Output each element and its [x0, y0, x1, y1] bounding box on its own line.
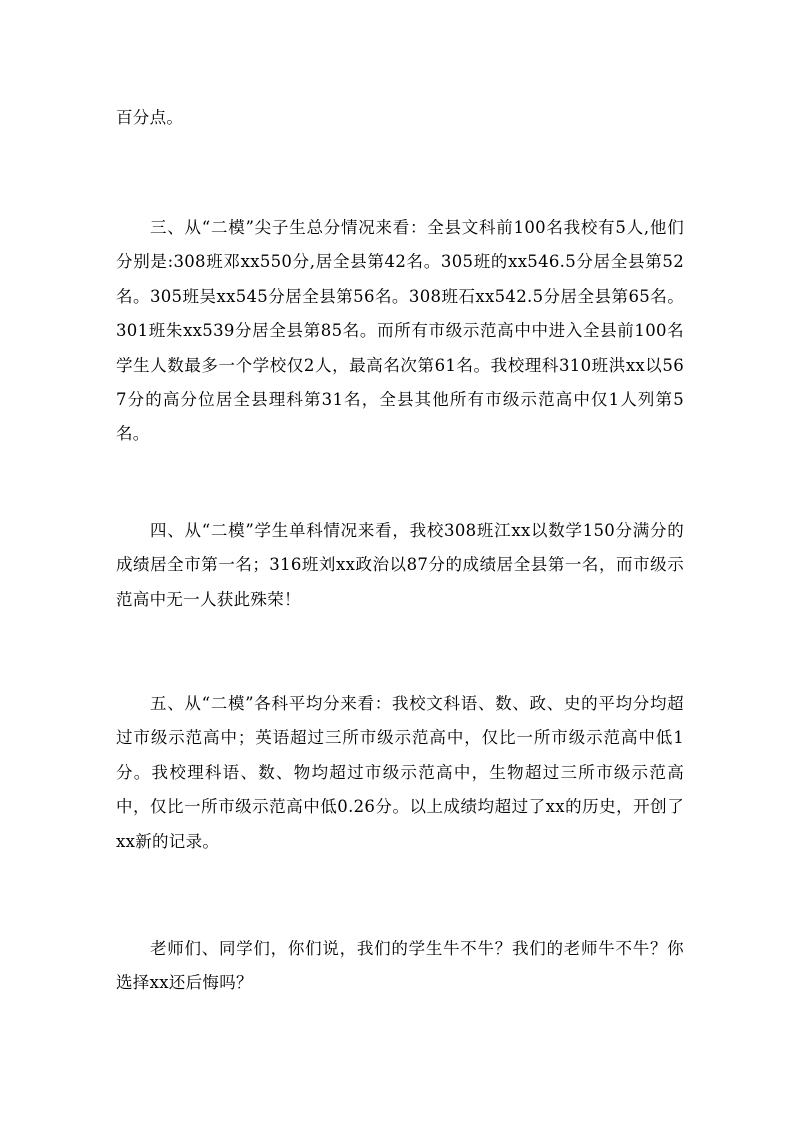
paragraph-subject-averages: 五、从“二模”各科平均分来看：我校文科语、数、政、史的平均分均超过市级示范高中；英语超过三所市级示范高中，仅比一所市级示范高中低1分。我校理科语、数、物均超过市级示范高中，生物超过三所市级示范高中，仅比一所市级示范高中低0.26分。以上成绩均超过了xx的历史，开创了xx新的记录。: [116, 694, 684, 851]
paragraph-top-students: 三、从“二模”尖子生总分情况来看：全县文科前100名我校有5人,他们分别是:308班邓xx550分,居全县第42名。305班的xx546.5分居全县第52名。305班吴xx545分居全县第56名。308班石xx542.5分居全县第65名。301班朱xx539分居全县第85名。而所有市级示范高中中进入全县前100名学生人数最多一个学校仅2人，最高名次第61名。我校理科310班洪xx以567分的高分位居全县理科第31名，全县其他所有市级示范高中仅1人列第5名。: [116, 218, 684, 444]
paragraph-single-subject: 四、从“二模”学生单科情况来看，我校308班江xx以数学150分满分的成绩居全市第一名；316班刘xx政治以87分的成绩居全县第一名，而市级示范高中无一人获此殊荣！: [116, 521, 684, 609]
paragraph-closing-question: 老师们、同学们，你们说，我们的学生牛不牛？我们的老师牛不牛？你选择xx还后悔吗？: [116, 939, 684, 993]
paragraph-continuation: 百分点。: [116, 108, 184, 127]
